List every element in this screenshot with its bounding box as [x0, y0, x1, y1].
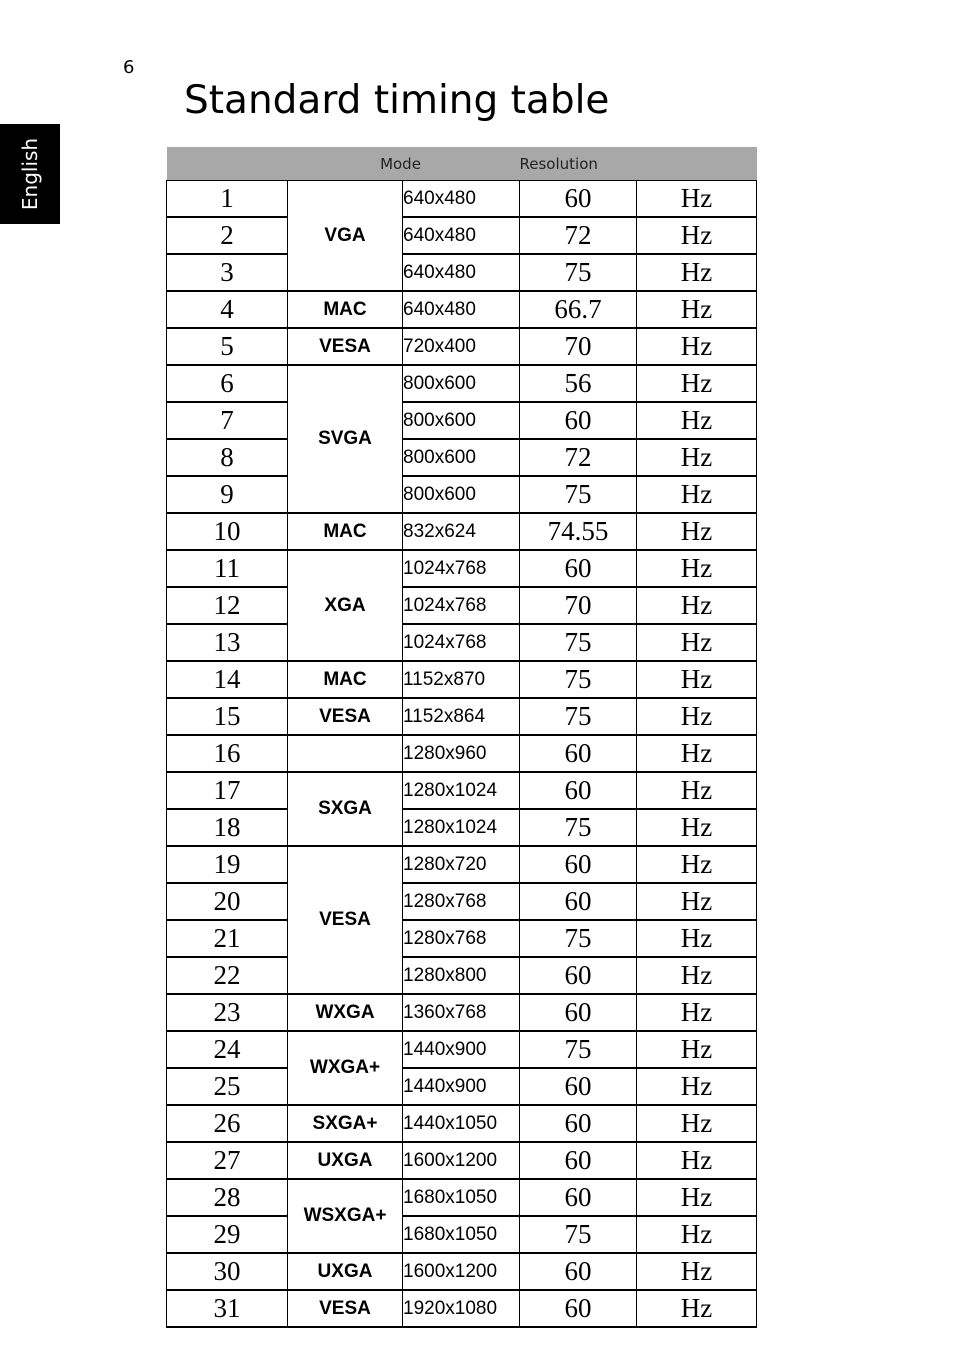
row-number: 17 [167, 772, 288, 809]
row-number: 7 [167, 402, 288, 439]
unit-cell: Hz [637, 1068, 757, 1105]
row-number: 1 [167, 181, 288, 218]
unit-cell: Hz [637, 1142, 757, 1179]
table-row [167, 1290, 757, 1327]
refresh-rate-cell: 60 [520, 1253, 637, 1290]
table-row [167, 698, 757, 735]
row-number: 26 [167, 1105, 288, 1142]
unit-cell: Hz [637, 698, 757, 735]
table-row [167, 439, 757, 476]
resolution-cell: 800x600 [403, 476, 520, 513]
refresh-rate-cell: 75 [520, 698, 637, 735]
page-number: 6 [123, 57, 135, 78]
refresh-rate-cell: 60 [520, 883, 637, 920]
row-number: 23 [167, 994, 288, 1031]
refresh-rate-cell: 72 [520, 439, 637, 476]
resolution-cell: 1280x768 [403, 883, 520, 920]
row-number: 20 [167, 883, 288, 920]
unit-cell: Hz [637, 181, 757, 218]
refresh-rate-cell: 70 [520, 328, 637, 365]
table-row [167, 846, 757, 883]
table-row [167, 1216, 757, 1253]
table-row [167, 476, 757, 513]
row-number: 10 [167, 513, 288, 550]
resolution-cell: 1280x1024 [403, 772, 520, 809]
unit-cell: Hz [637, 883, 757, 920]
table-row [167, 883, 757, 920]
unit-cell: Hz [637, 217, 757, 254]
row-number: 19 [167, 846, 288, 883]
unit-cell: Hz [637, 254, 757, 291]
resolution-cell: 1152x864 [403, 698, 520, 735]
unit-cell: Hz [637, 1179, 757, 1216]
table-row [167, 181, 757, 218]
mode-cell: UXGA [288, 1253, 403, 1290]
table-row [167, 1142, 757, 1179]
refresh-rate-cell: 75 [520, 1031, 637, 1068]
refresh-rate-cell: 60 [520, 772, 637, 809]
unit-cell: Hz [637, 957, 757, 994]
resolution-cell: 800x600 [403, 402, 520, 439]
mode-cell: XGA [288, 550, 403, 661]
mode-cell [288, 735, 403, 772]
unit-cell: Hz [637, 846, 757, 883]
refresh-rate-cell: 60 [520, 994, 637, 1031]
unit-cell: Hz [637, 994, 757, 1031]
mode-cell: VESA [288, 1290, 403, 1327]
unit-cell: Hz [637, 513, 757, 550]
page-title: Standard timing table [184, 78, 610, 123]
resolution-cell: 1600x1200 [403, 1253, 520, 1290]
standard-timing-table [166, 147, 757, 1328]
refresh-rate-cell: 60 [520, 957, 637, 994]
refresh-rate-cell: 60 [520, 735, 637, 772]
resolution-cell: 640x480 [403, 291, 520, 328]
mode-cell: VESA [288, 846, 403, 994]
row-number: 31 [167, 1290, 288, 1327]
mode-cell: SXGA+ [288, 1105, 403, 1142]
resolution-cell: 800x600 [403, 365, 520, 402]
unit-cell: Hz [637, 735, 757, 772]
refresh-rate-cell: 60 [520, 550, 637, 587]
resolution-cell: 640x480 [403, 254, 520, 291]
unit-cell: Hz [637, 1253, 757, 1290]
resolution-cell: 1360x768 [403, 994, 520, 1031]
resolution-cell: 1600x1200 [403, 1142, 520, 1179]
table-row [167, 1253, 757, 1290]
table-row [167, 513, 757, 550]
resolution-cell: 1680x1050 [403, 1179, 520, 1216]
table-row [167, 328, 757, 365]
resolution-cell: 1024x768 [403, 550, 520, 587]
resolution-cell: 1280x800 [403, 957, 520, 994]
table-row [167, 1105, 757, 1142]
refresh-rate-cell: 60 [520, 181, 637, 218]
row-number: 5 [167, 328, 288, 365]
unit-cell: Hz [637, 587, 757, 624]
unit-cell: Hz [637, 550, 757, 587]
row-number: 9 [167, 476, 288, 513]
unit-cell: Hz [637, 624, 757, 661]
resolution-cell: 720x400 [403, 328, 520, 365]
resolution-cell: 1440x900 [403, 1031, 520, 1068]
header-mode: Mode [167, 147, 520, 181]
resolution-cell: 1920x1080 [403, 1290, 520, 1327]
refresh-rate-cell: 75 [520, 1216, 637, 1253]
row-number: 4 [167, 291, 288, 328]
unit-cell: Hz [637, 439, 757, 476]
row-number: 12 [167, 587, 288, 624]
resolution-cell: 1680x1050 [403, 1216, 520, 1253]
mode-cell: MAC [288, 291, 403, 328]
unit-cell: Hz [637, 1290, 757, 1327]
mode-cell: MAC [288, 513, 403, 550]
row-number: 18 [167, 809, 288, 846]
language-side-tab [0, 124, 60, 224]
refresh-rate-cell: 60 [520, 846, 637, 883]
resolution-cell: 1280x1024 [403, 809, 520, 846]
unit-cell: Hz [637, 476, 757, 513]
table-row [167, 1179, 757, 1216]
table-row [167, 402, 757, 439]
row-number: 6 [167, 365, 288, 402]
refresh-rate-cell: 75 [520, 476, 637, 513]
unit-cell: Hz [637, 402, 757, 439]
resolution-cell: 640x480 [403, 181, 520, 218]
refresh-rate-cell: 75 [520, 254, 637, 291]
resolution-cell: 800x600 [403, 439, 520, 476]
refresh-rate-cell: 70 [520, 587, 637, 624]
table-row [167, 624, 757, 661]
refresh-rate-cell: 74.55 [520, 513, 637, 550]
refresh-rate-cell: 75 [520, 920, 637, 957]
resolution-cell: 1440x1050 [403, 1105, 520, 1142]
refresh-rate-cell: 75 [520, 809, 637, 846]
resolution-cell: 1280x960 [403, 735, 520, 772]
mode-cell: MAC [288, 661, 403, 698]
unit-cell: Hz [637, 1216, 757, 1253]
table-row [167, 920, 757, 957]
unit-cell: Hz [637, 920, 757, 957]
resolution-cell: 832x624 [403, 513, 520, 550]
row-number: 24 [167, 1031, 288, 1068]
mode-cell: WXGA+ [288, 1031, 403, 1105]
table-header-row [167, 147, 757, 181]
table-row [167, 587, 757, 624]
table-row [167, 994, 757, 1031]
mode-cell: VESA [288, 328, 403, 365]
unit-cell: Hz [637, 1105, 757, 1142]
refresh-rate-cell: 60 [520, 1179, 637, 1216]
refresh-rate-cell: 75 [520, 624, 637, 661]
table-row [167, 254, 757, 291]
refresh-rate-cell: 60 [520, 1290, 637, 1327]
table-row [167, 661, 757, 698]
row-number: 16 [167, 735, 288, 772]
mode-cell: VESA [288, 698, 403, 735]
mode-cell: SXGA [288, 772, 403, 846]
row-number: 15 [167, 698, 288, 735]
unit-cell: Hz [637, 328, 757, 365]
row-number: 22 [167, 957, 288, 994]
unit-cell: Hz [637, 291, 757, 328]
resolution-cell: 1440x900 [403, 1068, 520, 1105]
row-number: 27 [167, 1142, 288, 1179]
row-number: 3 [167, 254, 288, 291]
row-number: 14 [167, 661, 288, 698]
resolution-cell: 1280x768 [403, 920, 520, 957]
refresh-rate-cell: 60 [520, 1068, 637, 1105]
table-row [167, 809, 757, 846]
refresh-rate-cell: 60 [520, 1142, 637, 1179]
resolution-cell: 1152x870 [403, 661, 520, 698]
mode-cell: VGA [288, 181, 403, 292]
table-row [167, 1031, 757, 1068]
row-number: 13 [167, 624, 288, 661]
unit-cell: Hz [637, 1031, 757, 1068]
refresh-rate-cell: 60 [520, 402, 637, 439]
mode-cell: WXGA [288, 994, 403, 1031]
refresh-rate-cell: 60 [520, 1105, 637, 1142]
table-body [167, 181, 757, 1328]
table-row [167, 291, 757, 328]
unit-cell: Hz [637, 661, 757, 698]
table-row [167, 772, 757, 809]
refresh-rate-cell: 75 [520, 661, 637, 698]
row-number: 8 [167, 439, 288, 476]
side-tab-label: English [18, 137, 42, 211]
mode-cell: SVGA [288, 365, 403, 513]
header-resolution: Resolution [520, 147, 757, 181]
resolution-cell: 640x480 [403, 217, 520, 254]
unit-cell: Hz [637, 365, 757, 402]
row-number: 30 [167, 1253, 288, 1290]
row-number: 29 [167, 1216, 288, 1253]
mode-cell: WSXGA+ [288, 1179, 403, 1253]
resolution-cell: 1024x768 [403, 587, 520, 624]
table-row [167, 957, 757, 994]
refresh-rate-cell: 56 [520, 365, 637, 402]
table-row [167, 1068, 757, 1105]
table-row [167, 550, 757, 587]
table-row [167, 217, 757, 254]
refresh-rate-cell: 66.7 [520, 291, 637, 328]
mode-cell: UXGA [288, 1142, 403, 1179]
row-number: 21 [167, 920, 288, 957]
row-number: 25 [167, 1068, 288, 1105]
row-number: 2 [167, 217, 288, 254]
table-row [167, 735, 757, 772]
table-row [167, 365, 757, 402]
unit-cell: Hz [637, 772, 757, 809]
resolution-cell: 1280x720 [403, 846, 520, 883]
row-number: 28 [167, 1179, 288, 1216]
resolution-cell: 1024x768 [403, 624, 520, 661]
row-number: 11 [167, 550, 288, 587]
unit-cell: Hz [637, 809, 757, 846]
refresh-rate-cell: 72 [520, 217, 637, 254]
